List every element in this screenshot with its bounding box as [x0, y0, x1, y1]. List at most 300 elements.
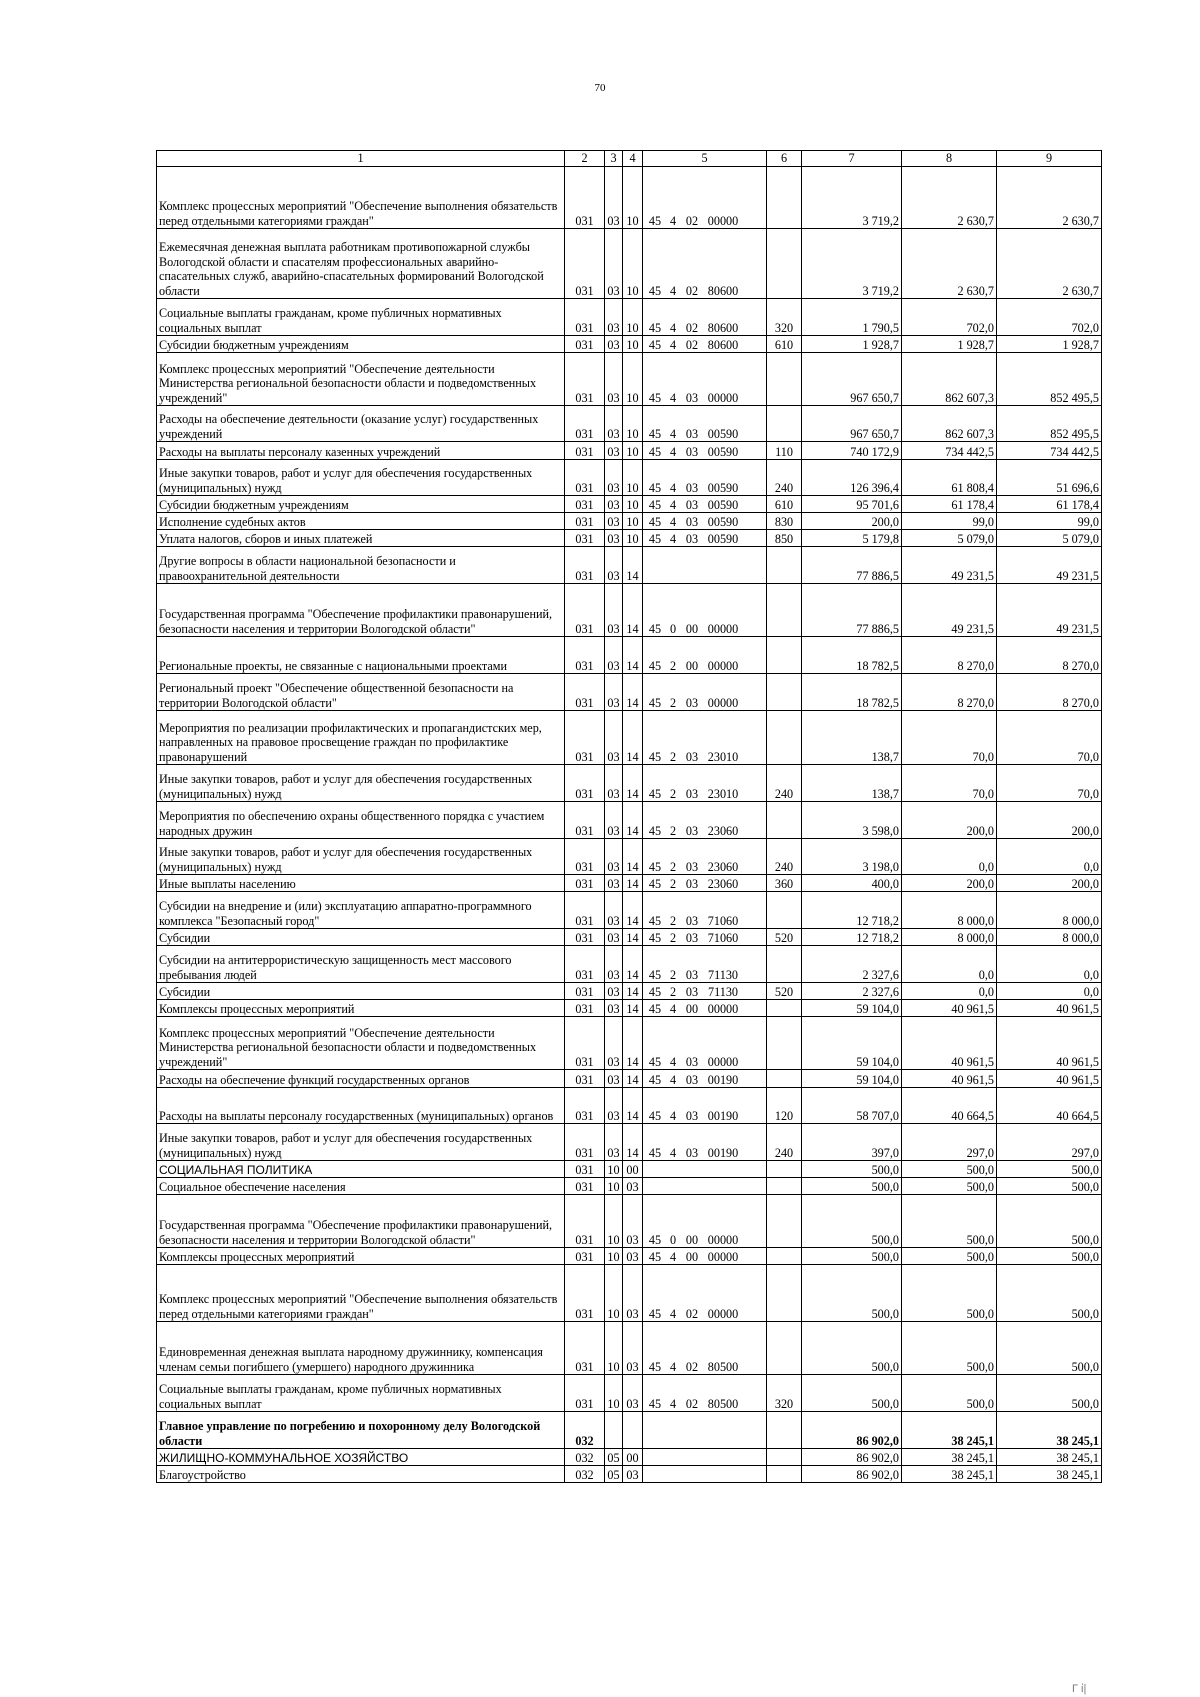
section-code: 03	[605, 765, 623, 802]
program-code-part: 4	[669, 426, 677, 441]
table-row	[157, 336, 1102, 353]
subsection-code: 14	[623, 946, 643, 983]
row-name: Региональный проект "Обеспечение общественной безопасности на территории Вологодской области"	[157, 674, 565, 711]
program-code-part: 03	[685, 749, 699, 764]
subsection-code: 10	[623, 460, 643, 496]
program-code	[643, 1088, 767, 1124]
amount-col9: 70,0	[997, 711, 1102, 765]
program-code	[643, 1375, 767, 1412]
expense-type-code: 120	[767, 1088, 802, 1124]
program-code	[643, 496, 767, 513]
amount-col8: 2 630,7	[902, 167, 997, 229]
row-name: Иные закупки товаров, работ и услуг для обеспечения государственных (муниципальных) нужд	[157, 1124, 565, 1161]
program-code-part: 00590	[707, 426, 739, 441]
ministry-code: 031	[565, 299, 605, 336]
amount-col8: 70,0	[902, 711, 997, 765]
table-row	[157, 1124, 1102, 1161]
expense-type-code	[767, 674, 802, 711]
section-code: 03	[605, 442, 623, 460]
amount-col9: 852 495,5	[997, 353, 1102, 406]
ministry-code: 032	[565, 1466, 605, 1483]
row-name: Субсидии на антитеррористическую защищенность мест массового пребывания людей	[157, 946, 565, 983]
section-code: 03	[605, 229, 623, 299]
table-row	[157, 637, 1102, 674]
program-code-part: 03	[685, 786, 699, 801]
table-row	[157, 353, 1102, 406]
ministry-code: 031	[565, 875, 605, 892]
program-code	[643, 229, 767, 299]
program-code	[643, 875, 767, 892]
amount-col9: 38 245,1	[997, 1466, 1102, 1483]
amount-col7: 86 902,0	[802, 1412, 902, 1449]
program-code-part: 71130	[707, 984, 739, 999]
amount-col7: 95 701,6	[802, 496, 902, 513]
program-code-part: 2	[669, 749, 677, 764]
row-name: Расходы на выплаты персоналу казенных учреждений	[157, 442, 565, 460]
program-code-part: 00590	[707, 514, 739, 529]
subsection-code: 14	[623, 802, 643, 839]
amount-col7: 967 650,7	[802, 406, 902, 442]
subsection-code: 14	[623, 711, 643, 765]
amount-col7: 18 782,5	[802, 637, 902, 674]
section-code: 10	[605, 1265, 623, 1322]
row-name: Социальные выплаты гражданам, кроме публичных нормативных социальных выплат	[157, 1375, 565, 1412]
amount-col8: 70,0	[902, 765, 997, 802]
amount-col8: 8 000,0	[902, 892, 997, 929]
program-code	[643, 1449, 767, 1466]
expense-type-code: 240	[767, 1124, 802, 1161]
section-code: 05	[605, 1449, 623, 1466]
ministry-code: 031	[565, 983, 605, 1000]
program-code-part: 2	[669, 859, 677, 874]
program-code-part: 45	[648, 1306, 662, 1321]
expense-type-code	[767, 1000, 802, 1017]
row-name: Иные закупки товаров, работ и услуг для обеспечения государственных (муниципальных) нужд	[157, 839, 565, 875]
amount-col8: 500,0	[902, 1265, 997, 1322]
program-code-part: 45	[648, 283, 662, 298]
program-code-part: 00000	[707, 390, 739, 405]
subsection-code: 14	[623, 547, 643, 584]
program-code-part: 45	[648, 695, 662, 710]
subsection-code: 10	[623, 336, 643, 353]
program-code	[643, 1178, 767, 1195]
expense-type-code	[767, 167, 802, 229]
section-code: 03	[605, 547, 623, 584]
section-code: 03	[605, 892, 623, 929]
program-code-part: 00590	[707, 497, 739, 512]
amount-col7: 59 104,0	[802, 1017, 902, 1070]
ministry-code: 031	[565, 513, 605, 530]
section-code: 10	[605, 1248, 623, 1265]
program-code-part: 03	[685, 823, 699, 838]
program-code-part: 03	[685, 1108, 699, 1123]
amount-col9: 500,0	[997, 1195, 1102, 1248]
ministry-code: 031	[565, 1017, 605, 1070]
program-code	[643, 637, 767, 674]
ministry-code: 031	[565, 711, 605, 765]
subsection-code: 10	[623, 530, 643, 547]
ministry-code: 031	[565, 406, 605, 442]
program-code-part: 45	[648, 390, 662, 405]
row-name: Мероприятия по реализации профилактических и пропагандистских мер, направленных на правовое просвещение граждан по профилактике правонарушений	[157, 711, 565, 765]
row-name: Комплекс процессных мероприятий "Обеспечение выполнения обязательств перед отдельными категориями граждан"	[157, 167, 565, 229]
program-code-part: 02	[685, 320, 699, 335]
program-code	[643, 1000, 767, 1017]
table-row	[157, 711, 1102, 765]
program-code-part: 45	[648, 749, 662, 764]
subsection-code: 14	[623, 1017, 643, 1070]
program-code-part: 00	[685, 658, 699, 673]
amount-col8: 38 245,1	[902, 1449, 997, 1466]
table-row	[157, 1265, 1102, 1322]
program-code-part: 03	[685, 514, 699, 529]
row-name: Субсидии на внедрение и (или) эксплуатацию аппаратно-программного комплекса "Безопасный город"	[157, 892, 565, 929]
row-name: Единовременная денежная выплата народному дружиннику, компенсация членам семьи погибшего (умершего) народного дружинника	[157, 1322, 565, 1375]
amount-col9: 0,0	[997, 983, 1102, 1000]
section-code: 10	[605, 1195, 623, 1248]
expense-type-code	[767, 711, 802, 765]
program-code-part: 2	[669, 913, 677, 928]
table-row	[157, 946, 1102, 983]
row-name: Ежемесячная денежная выплата работникам противопожарной службы Вологодской области и спасателям профессиональных аварийно-спасательных служб, аварийно-спасательных формирований Вологодской области	[157, 229, 565, 299]
amount-col8: 500,0	[902, 1195, 997, 1248]
table-row	[157, 892, 1102, 929]
table-row	[157, 229, 1102, 299]
program-code-part: 03	[685, 930, 699, 945]
ministry-code: 031	[565, 1195, 605, 1248]
amount-col8: 734 442,5	[902, 442, 997, 460]
table-row	[157, 802, 1102, 839]
section-code: 03	[605, 802, 623, 839]
ministry-code: 031	[565, 1375, 605, 1412]
program-code-part: 00000	[707, 1054, 739, 1069]
table-row	[157, 547, 1102, 584]
program-code-part: 00	[685, 1249, 699, 1264]
column-header: 5	[643, 151, 767, 167]
program-code-part: 2	[669, 823, 677, 838]
ministry-code: 031	[565, 530, 605, 547]
amount-col8: 49 231,5	[902, 584, 997, 637]
amount-col8: 1 928,7	[902, 336, 997, 353]
amount-col9: 500,0	[997, 1322, 1102, 1375]
amount-col9: 500,0	[997, 1265, 1102, 1322]
amount-col7: 138,7	[802, 711, 902, 765]
amount-col9: 49 231,5	[997, 547, 1102, 584]
program-code-part: 80600	[707, 283, 739, 298]
amount-col8: 40 961,5	[902, 1070, 997, 1088]
table-row	[157, 1178, 1102, 1195]
program-code	[643, 167, 767, 229]
subsection-code: 03	[623, 1375, 643, 1412]
expense-type-code	[767, 1412, 802, 1449]
program-code-part: 4	[669, 283, 677, 298]
amount-col8: 500,0	[902, 1161, 997, 1178]
program-code-part: 4	[669, 480, 677, 495]
program-code-part: 00590	[707, 531, 739, 546]
ministry-code: 031	[565, 1178, 605, 1195]
amount-col9: 2 630,7	[997, 167, 1102, 229]
section-code: 03	[605, 875, 623, 892]
amount-col8: 49 231,5	[902, 547, 997, 584]
amount-col9: 40 961,5	[997, 1017, 1102, 1070]
program-code-part: 4	[669, 337, 677, 352]
ministry-code: 032	[565, 1412, 605, 1449]
amount-col8: 500,0	[902, 1375, 997, 1412]
ministry-code: 031	[565, 802, 605, 839]
amount-col8: 0,0	[902, 946, 997, 983]
program-code-part: 23060	[707, 876, 739, 891]
table-row	[157, 1195, 1102, 1248]
table-row	[157, 1070, 1102, 1088]
program-code	[643, 1017, 767, 1070]
row-name: Комплекс процессных мероприятий "Обеспечение выполнения обязательств перед отдельными категориями граждан"	[157, 1265, 565, 1322]
section-code: 03	[605, 711, 623, 765]
amount-col7: 500,0	[802, 1265, 902, 1322]
program-code-part: 03	[685, 1072, 699, 1087]
amount-col8: 297,0	[902, 1124, 997, 1161]
program-code-part: 00000	[707, 621, 739, 636]
amount-col7: 500,0	[802, 1248, 902, 1265]
section-code: 03	[605, 1070, 623, 1088]
amount-col7: 400,0	[802, 875, 902, 892]
program-code-part: 02	[685, 283, 699, 298]
expense-type-code	[767, 802, 802, 839]
ministry-code: 031	[565, 229, 605, 299]
row-name: Комплексы процессных мероприятий	[157, 1248, 565, 1265]
program-code-part: 03	[685, 859, 699, 874]
program-code	[643, 1161, 767, 1178]
table-row	[157, 983, 1102, 1000]
amount-col7: 200,0	[802, 513, 902, 530]
program-code-part: 45	[648, 480, 662, 495]
program-code-part: 45	[648, 1001, 662, 1016]
amount-col7: 500,0	[802, 1375, 902, 1412]
subsection-code: 03	[623, 1248, 643, 1265]
amount-col7: 500,0	[802, 1322, 902, 1375]
expense-type-code: 360	[767, 875, 802, 892]
program-code-part: 0	[669, 621, 677, 636]
column-header: 1	[157, 151, 565, 167]
section-code: 03	[605, 167, 623, 229]
program-code	[643, 1466, 767, 1483]
amount-col9: 734 442,5	[997, 442, 1102, 460]
program-code-part: 80500	[707, 1359, 739, 1374]
program-code	[643, 674, 767, 711]
amount-col7: 500,0	[802, 1178, 902, 1195]
program-code	[643, 299, 767, 336]
program-code-part: 4	[669, 1072, 677, 1087]
program-code-part: 45	[648, 1072, 662, 1087]
table-row	[157, 167, 1102, 229]
program-code-part: 4	[669, 1108, 677, 1123]
program-code-part: 45	[648, 514, 662, 529]
program-code-part: 4	[669, 1249, 677, 1264]
program-code	[643, 946, 767, 983]
table-row	[157, 674, 1102, 711]
amount-col7: 58 707,0	[802, 1088, 902, 1124]
program-code-part: 03	[685, 695, 699, 710]
amount-col8: 61 178,4	[902, 496, 997, 513]
expense-type-code: 610	[767, 336, 802, 353]
program-code	[643, 460, 767, 496]
row-name: Комплексы процессных мероприятий	[157, 1000, 565, 1017]
amount-col9: 200,0	[997, 802, 1102, 839]
ministry-code: 031	[565, 1161, 605, 1178]
amount-col8: 500,0	[902, 1178, 997, 1195]
ministry-code: 031	[565, 167, 605, 229]
program-code	[643, 711, 767, 765]
column-header: 3	[605, 151, 623, 167]
section-code: 03	[605, 1124, 623, 1161]
amount-col7: 500,0	[802, 1195, 902, 1248]
table-row	[157, 496, 1102, 513]
program-code-part: 45	[648, 1359, 662, 1374]
program-code-part: 80600	[707, 337, 739, 352]
row-name: СОЦИАЛЬНАЯ ПОЛИТИКА	[157, 1161, 565, 1178]
program-code	[643, 1195, 767, 1248]
section-code: 10	[605, 1322, 623, 1375]
amount-col7: 138,7	[802, 765, 902, 802]
program-code-part: 23010	[707, 786, 739, 801]
expense-type-code: 320	[767, 299, 802, 336]
amount-col9: 38 245,1	[997, 1449, 1102, 1466]
program-code-part: 03	[685, 876, 699, 891]
program-code-part: 45	[648, 658, 662, 673]
row-name: Субсидии	[157, 983, 565, 1000]
expense-type-code: 520	[767, 983, 802, 1000]
amount-col9: 40 961,5	[997, 1070, 1102, 1088]
subsection-code: 14	[623, 1124, 643, 1161]
subsection-code: 14	[623, 839, 643, 875]
subsection-code: 10	[623, 167, 643, 229]
section-code: 03	[605, 460, 623, 496]
subsection-code: 00	[623, 1449, 643, 1466]
ministry-code: 031	[565, 929, 605, 946]
program-code-part: 00000	[707, 658, 739, 673]
table-row	[157, 1088, 1102, 1124]
program-code-part: 45	[648, 967, 662, 982]
subsection-code: 00	[623, 1161, 643, 1178]
expense-type-code	[767, 1195, 802, 1248]
ministry-code: 031	[565, 1322, 605, 1375]
subsection-code: 14	[623, 892, 643, 929]
program-code-part: 03	[685, 444, 699, 459]
ministry-code: 031	[565, 765, 605, 802]
amount-col9: 500,0	[997, 1248, 1102, 1265]
program-code-part: 2	[669, 930, 677, 945]
expense-type-code: 320	[767, 1375, 802, 1412]
program-code-part: 00590	[707, 444, 739, 459]
program-code-part: 00000	[707, 1249, 739, 1264]
amount-col8: 40 664,5	[902, 1088, 997, 1124]
row-name: Исполнение судебных актов	[157, 513, 565, 530]
program-code-part: 71130	[707, 967, 739, 982]
amount-col8: 702,0	[902, 299, 997, 336]
ministry-code: 031	[565, 1124, 605, 1161]
section-code: 03	[605, 530, 623, 547]
expense-type-code	[767, 353, 802, 406]
section-code: 03	[605, 1017, 623, 1070]
program-code-part: 03	[685, 1054, 699, 1069]
subsection-code: 03	[623, 1178, 643, 1195]
amount-col9: 1 928,7	[997, 336, 1102, 353]
program-code-part: 45	[648, 786, 662, 801]
expense-type-code	[767, 1248, 802, 1265]
section-code: 03	[605, 584, 623, 637]
program-code-part: 03	[685, 984, 699, 999]
section-code: 03	[605, 674, 623, 711]
ministry-code: 031	[565, 1248, 605, 1265]
program-code-part: 4	[669, 444, 677, 459]
ministry-code: 031	[565, 547, 605, 584]
subsection-code: 14	[623, 983, 643, 1000]
amount-col9: 500,0	[997, 1375, 1102, 1412]
amount-col7: 86 902,0	[802, 1466, 902, 1483]
program-code-part: 00	[685, 621, 699, 636]
program-code	[643, 513, 767, 530]
table-row	[157, 765, 1102, 802]
amount-col7: 12 718,2	[802, 892, 902, 929]
program-code-part: 2	[669, 876, 677, 891]
amount-col9: 297,0	[997, 1124, 1102, 1161]
subsection-code: 03	[623, 1322, 643, 1375]
program-code-part: 02	[685, 213, 699, 228]
program-code-part: 4	[669, 320, 677, 335]
amount-col7: 5 179,8	[802, 530, 902, 547]
program-code-part: 4	[669, 514, 677, 529]
row-name: Государственная программа "Обеспечение профилактики правонарушений, безопасности населения и территории Вологодской области"	[157, 1195, 565, 1248]
table-row	[157, 1017, 1102, 1070]
column-header: 8	[902, 151, 997, 167]
program-code	[643, 802, 767, 839]
program-code-part: 03	[685, 531, 699, 546]
amount-col9: 500,0	[997, 1161, 1102, 1178]
table-row	[157, 530, 1102, 547]
program-code-part: 80500	[707, 1396, 739, 1411]
ministry-code: 031	[565, 1000, 605, 1017]
table-row	[157, 584, 1102, 637]
amount-col8: 500,0	[902, 1248, 997, 1265]
section-code: 03	[605, 513, 623, 530]
amount-col7: 2 327,6	[802, 946, 902, 983]
expense-type-code: 240	[767, 839, 802, 875]
amount-col9: 51 696,6	[997, 460, 1102, 496]
amount-col7: 18 782,5	[802, 674, 902, 711]
amount-col8: 38 245,1	[902, 1466, 997, 1483]
ministry-code: 031	[565, 584, 605, 637]
amount-col7: 3 719,2	[802, 229, 902, 299]
program-code-part: 71060	[707, 930, 739, 945]
program-code	[643, 442, 767, 460]
ministry-code: 031	[565, 946, 605, 983]
program-code-part: 00190	[707, 1072, 739, 1087]
ministry-code: 031	[565, 336, 605, 353]
amount-col7: 86 902,0	[802, 1449, 902, 1466]
program-code	[643, 929, 767, 946]
expense-type-code: 830	[767, 513, 802, 530]
column-header: 9	[997, 151, 1102, 167]
program-code-part: 00	[685, 1001, 699, 1016]
expense-type-code	[767, 229, 802, 299]
amount-col7: 3 719,2	[802, 167, 902, 229]
table-row	[157, 1000, 1102, 1017]
amount-col9: 40 664,5	[997, 1088, 1102, 1124]
amount-col7: 77 886,5	[802, 547, 902, 584]
program-code-part: 4	[669, 1359, 677, 1374]
column-header: 4	[623, 151, 643, 167]
table-row	[157, 406, 1102, 442]
section-code: 10	[605, 1178, 623, 1195]
